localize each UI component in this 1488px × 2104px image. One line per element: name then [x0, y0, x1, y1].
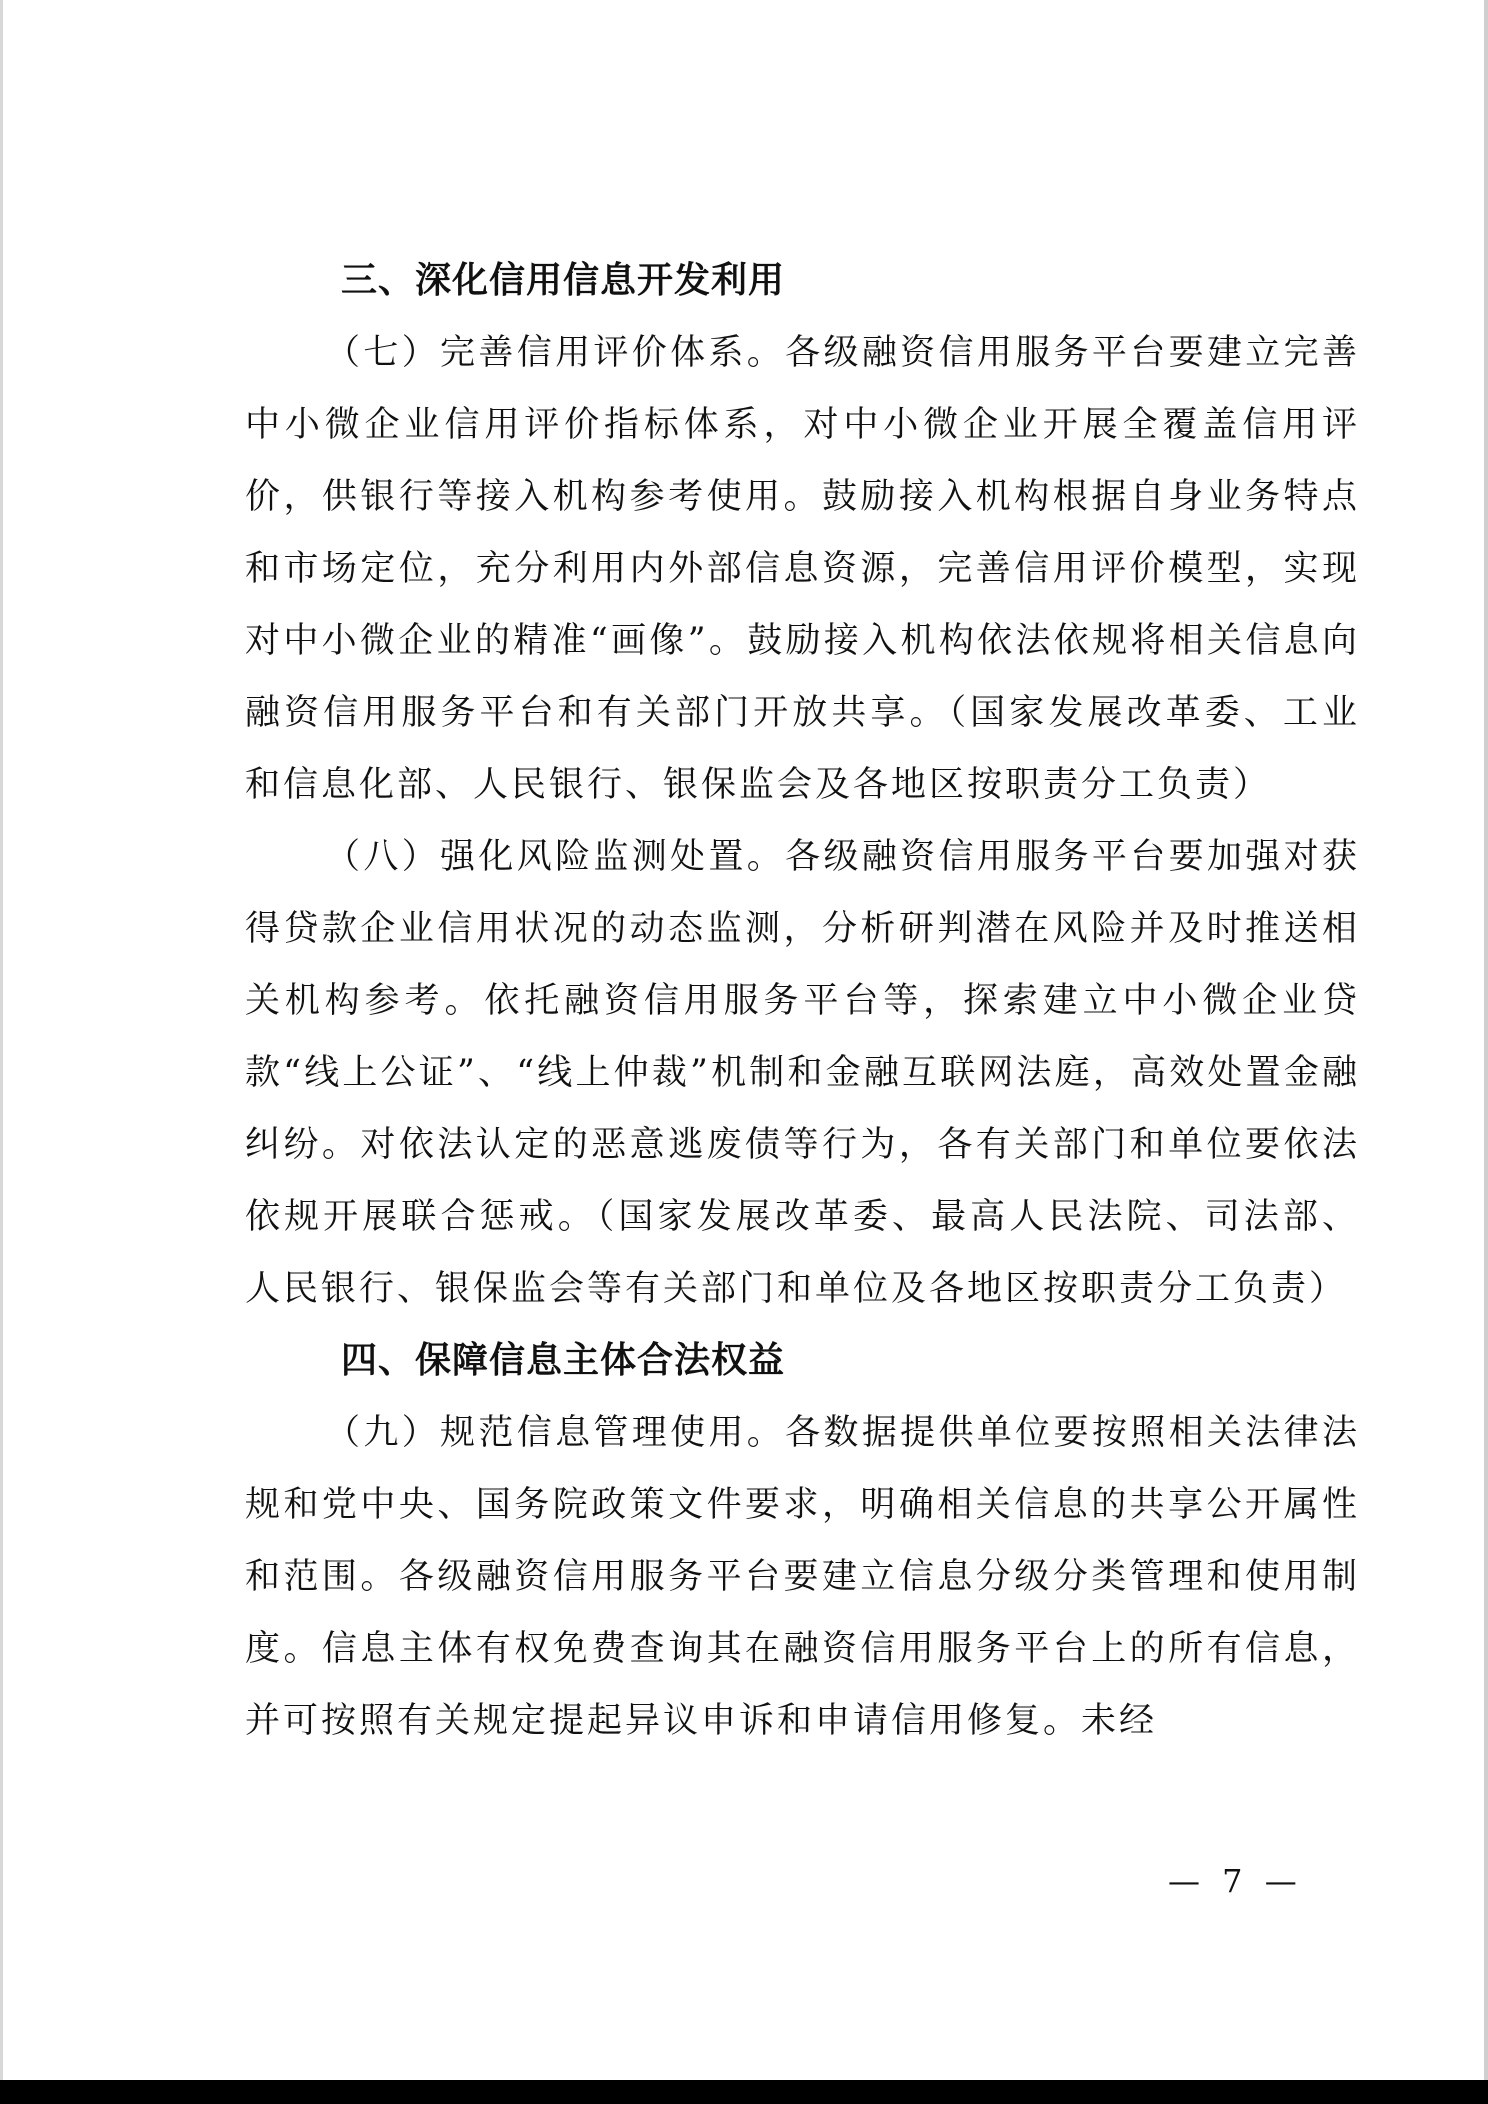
page-number: — 7 —: [1168, 1862, 1303, 1900]
paragraph-8: （八）强化风险监测处置。各级融资信用服务平台要加强对获得贷款企业信用状况的动态监测，分析研判潜在风险并及时推送相关机构参考。依托融资信用服务平台等，探索建立中小微企业贷款“线上公证”、“线上仲裁”机制和金融互联网法庭，高效处置金融纠纷。对依法认定的恶意逃废债等行为，各有关部门和单位要依法依规开展联合惩戒。（国家发展改革委、最高人民法院、司法部、人民银行、银保监会等有关部门和单位及各地区按职责分工负责）: [245, 837, 1360, 1309]
paragraph-7: （七）完善信用评价体系。各级融资信用服务平台要建立完善中小微企业信用评价指标体系，对中小微企业开展全覆盖信用评价，供银行等接入机构参考使用。鼓励接入机构根据自身业务特点和市场定位，充分利用内外部信息资源，完善信用评价模型，实现对中小微企业的精准“画像”。鼓励接入机构依法依规将相关信息向融资信用服务平台和有关部门开放共享。（国家发展改革委、工业和信息化部、人民银行、银保监会及各地区按职责分工负责）: [245, 333, 1360, 805]
paragraph-9: （九）规范信息管理使用。各数据提供单位要按照相关法律法规和党中央、国务院政策文件要求，明确相关信息的共享公开属性和范围。各级融资信用服务平台要建立信息分级分类管理和使用制度。信息主体有权免费查询其在融资信用服务平台上的所有信息，并可按照有关规定提起异议申诉和申请信用修复。未经: [245, 1413, 1360, 1741]
section-heading-3: 三、深化信用信息开发利用: [341, 260, 786, 301]
section-heading-4: 四、保障信息主体合法权益: [341, 1340, 786, 1381]
scan-bottom-bar: [0, 2080, 1488, 2104]
scan-edge-left: [0, 0, 3, 2104]
scan-edge-right: [1484, 0, 1488, 2104]
document-body: [245, 245, 1360, 1757]
